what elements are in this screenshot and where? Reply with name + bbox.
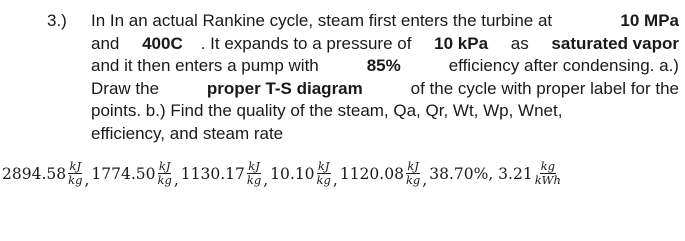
answer-separator: , [173, 170, 179, 189]
problem-line [91, 10, 679, 33]
unit-numerator: kJ [158, 159, 171, 173]
answer-value: 1130.17 [180, 164, 245, 183]
problem-text-segment: efficiency, and steam rate [91, 123, 284, 143]
unit-denominator: kg [68, 173, 83, 187]
problem-text-segment: Draw the [91, 78, 164, 98]
question-number: 3.) [47, 11, 67, 30]
problem-text-segment: and it then enters a pump with [91, 56, 324, 75]
unit-denominator: kg [405, 173, 421, 187]
emphasized-text: 85% [366, 56, 401, 75]
unit-denominator: kg [246, 173, 262, 187]
answer-item [91, 160, 180, 187]
problem-line [91, 78, 679, 101]
problem-text [91, 10, 679, 145]
answer-value: 38.70%, 3.21 [429, 164, 533, 183]
unit-numerator: kJ [248, 159, 260, 173]
emphasized-text: 10 kPa [434, 33, 489, 53]
unit-fraction [534, 160, 562, 187]
emphasized-text: proper T-S diagram [206, 78, 363, 98]
unit-numerator: kg [540, 159, 555, 173]
problem-text-segment: of the cycle with proper label for the [405, 78, 679, 98]
unit-fraction [157, 160, 173, 187]
problem-text-segment: In In an actual Rankine cycle, steam first enters the turbine at [91, 11, 557, 30]
unit-fraction [316, 160, 332, 187]
answer-value: 1774.50 [91, 164, 156, 183]
unit-denominator: kWh [534, 173, 561, 187]
unit-numerator: kJ [317, 159, 330, 173]
unit-numerator: kJ [407, 159, 419, 173]
emphasized-text: saturated vapor [551, 33, 679, 53]
problem-line [91, 55, 679, 78]
unit-denominator: kg [316, 173, 331, 187]
unit-numerator: kJ [69, 159, 82, 173]
problem-statement [47, 10, 679, 145]
answer-separator: , [422, 170, 428, 189]
answer-value: 10.10 [270, 164, 315, 183]
unit-fraction [405, 160, 421, 187]
emphasized-text: 400C [142, 33, 183, 53]
answer-value: 1120.08 [339, 164, 404, 183]
problem-text-segment: points. b.) Find the quality of the steam, Qa, Qr, Wt, Wp, Wnet, [91, 101, 563, 120]
answer-item [181, 160, 270, 187]
answer-separator: , [332, 170, 338, 189]
unit-fraction [67, 160, 83, 187]
problem-text-segment: and [91, 33, 125, 53]
problem-line [91, 100, 679, 123]
answer-item [270, 160, 340, 187]
emphasized-text: 10 MPa [620, 11, 679, 30]
answer-value: 2894.58 [2, 164, 67, 183]
problem-text-segment: as [506, 33, 534, 53]
answer-separator: , [263, 170, 269, 189]
unit-fraction [246, 160, 262, 187]
answer-separator: , [84, 170, 90, 189]
unit-denominator: kg [157, 173, 172, 187]
answer-list [2, 160, 678, 187]
answer-item [429, 160, 565, 187]
problem-line [91, 33, 679, 56]
answer-item [2, 160, 91, 187]
problem-text-segment: efficiency after condensing. a.) [443, 56, 679, 75]
problem-text-segment: . It expands to a pressure of [200, 33, 417, 53]
problem-line [91, 123, 679, 146]
answer-item [340, 160, 429, 187]
